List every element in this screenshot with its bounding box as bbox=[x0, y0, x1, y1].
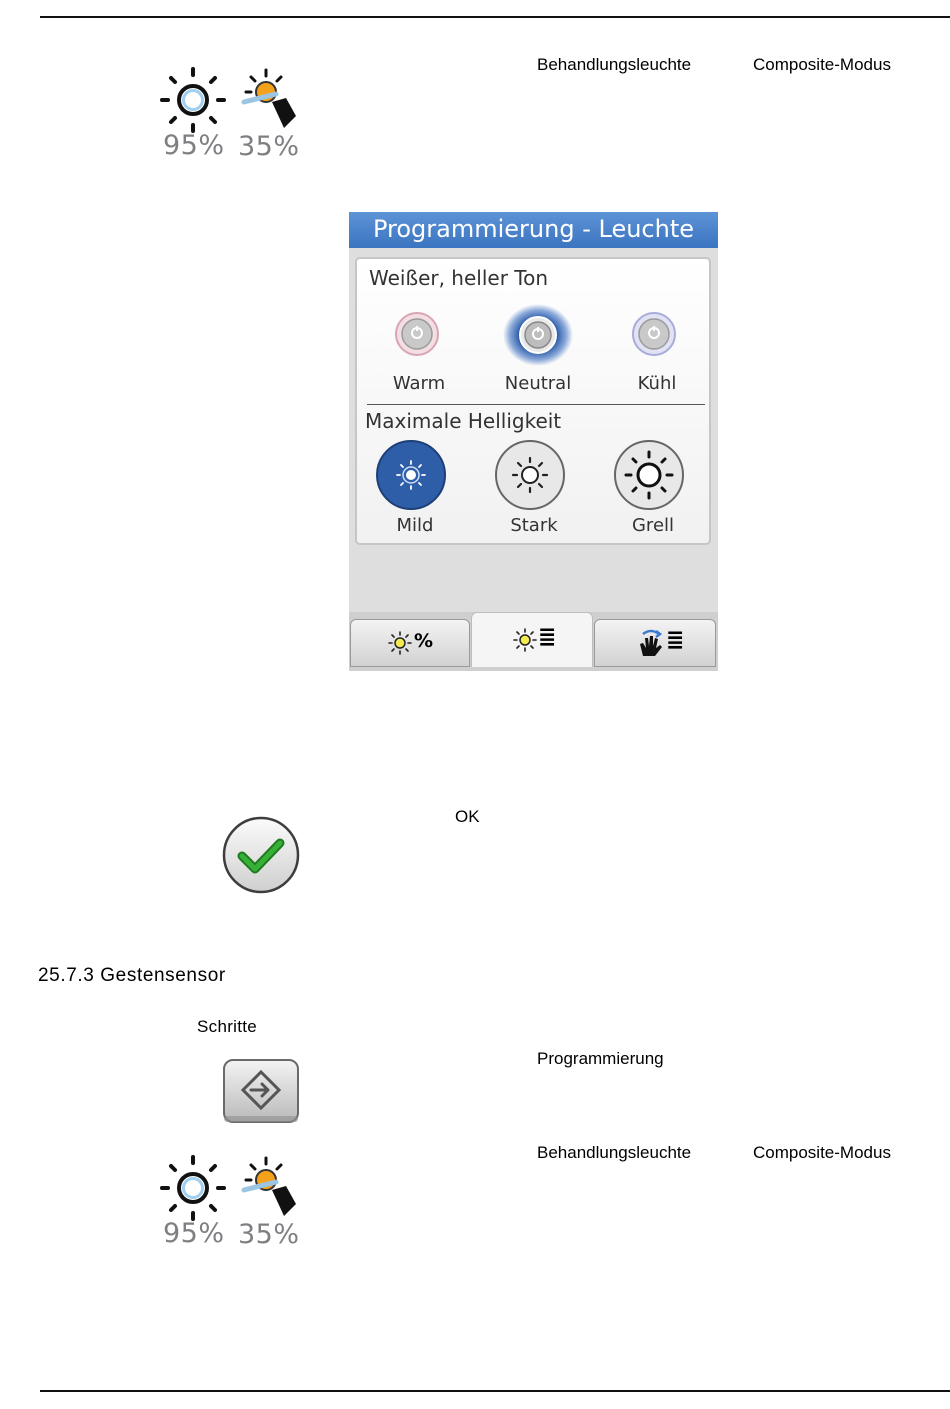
ok-label: OK bbox=[455, 807, 480, 826]
brightness-composite-value-2: 35% bbox=[238, 1219, 300, 1250]
sun-icon bbox=[158, 66, 228, 134]
neutral-label: Neutral bbox=[504, 373, 572, 394]
hand-gesture-list-icon bbox=[637, 628, 665, 658]
ok-button[interactable] bbox=[222, 816, 300, 894]
mild-label: Mild bbox=[396, 515, 434, 536]
tab-brightness-settings[interactable] bbox=[471, 612, 593, 667]
brightness-main-value-2: 95% bbox=[163, 1218, 225, 1249]
programming-light-screen bbox=[349, 212, 718, 671]
bottom-rule bbox=[40, 1390, 950, 1392]
neutral-option-button[interactable] bbox=[502, 303, 574, 367]
glare-option-button[interactable] bbox=[613, 439, 685, 511]
mild-option-button[interactable] bbox=[375, 439, 447, 511]
max-brightness-heading: Maximale Helligkeit bbox=[365, 409, 562, 433]
warm-label: Warm bbox=[392, 373, 446, 394]
tab-list-glyph-2: ≣ bbox=[666, 628, 685, 653]
steps-label: Schritte bbox=[197, 1017, 258, 1036]
tab-list-glyph: ≣ bbox=[538, 625, 557, 650]
warm-option-button[interactable] bbox=[394, 311, 440, 357]
tab-gesture-settings[interactable] bbox=[594, 619, 716, 667]
sun-icon-2 bbox=[158, 1154, 228, 1222]
section-divider bbox=[367, 404, 705, 405]
programming-button[interactable] bbox=[222, 1058, 300, 1124]
tab-brightness-percent[interactable] bbox=[350, 619, 470, 667]
sun-percent-icon bbox=[387, 630, 413, 656]
brightness-main-value: 95% bbox=[163, 130, 225, 161]
composite-light-icon-2 bbox=[238, 1154, 300, 1220]
composite-mode-label-2: Composite-Modus bbox=[753, 1143, 891, 1162]
treatment-light-label: Behandlungsleuchte bbox=[537, 55, 692, 74]
screen-title: Programmierung - Leuchte bbox=[349, 212, 718, 248]
white-tone-heading: Weißer, heller Ton bbox=[369, 266, 549, 290]
brightness-composite-value: 35% bbox=[238, 131, 300, 162]
composite-light-icon bbox=[238, 66, 300, 132]
strong-option-button[interactable] bbox=[494, 439, 566, 511]
top-rule bbox=[40, 16, 950, 18]
settings-panel bbox=[355, 257, 711, 545]
composite-mode-label: Composite-Modus bbox=[753, 55, 891, 74]
section-heading: 25.7.3 Gestensensor bbox=[38, 965, 226, 986]
cool-label: Kühl bbox=[637, 373, 677, 394]
sun-list-icon bbox=[512, 627, 538, 653]
programming-label: Programmierung bbox=[537, 1049, 664, 1068]
cool-option-button[interactable] bbox=[631, 311, 677, 357]
strong-label: Stark bbox=[510, 515, 558, 536]
glare-label: Grell bbox=[631, 515, 675, 536]
tab-percent-text: % bbox=[414, 630, 434, 652]
treatment-light-label-2: Behandlungsleuchte bbox=[537, 1143, 692, 1162]
